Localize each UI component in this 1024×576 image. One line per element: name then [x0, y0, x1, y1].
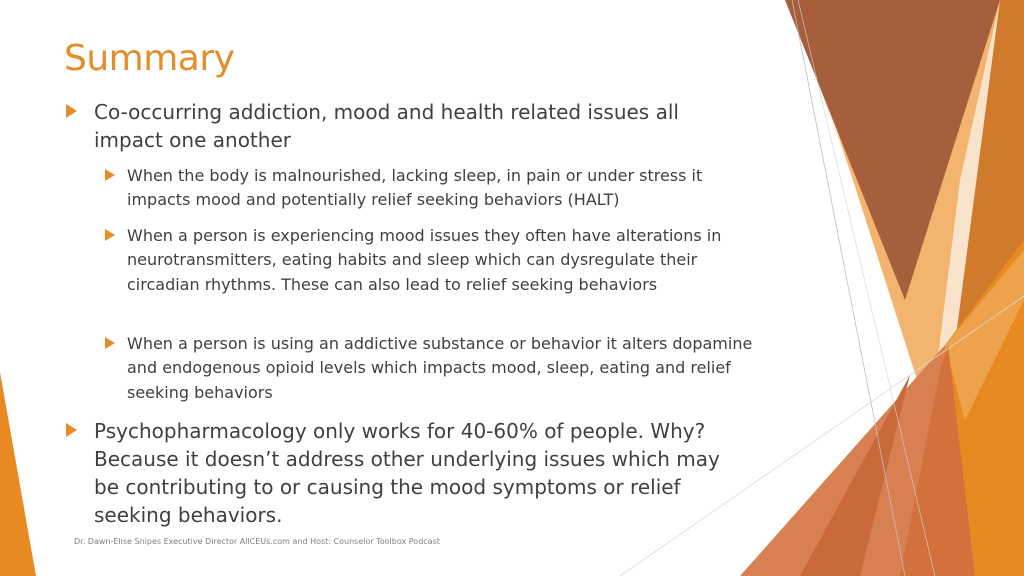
bullet-text: When a person is experiencing mood issues they often have alterations in neurotransmitters, eating habits and sleep which can dysregulate their circadian rhythms. These can also lead to relief seeking behaviors [127, 226, 722, 294]
facet-left [0, 372, 36, 576]
bullet-psychopharmacology [66, 417, 744, 529]
slide-title: Summary [64, 38, 235, 79]
sub-bullet-mood [105, 224, 767, 297]
bullet-arrow-icon [105, 229, 115, 241]
bullet-text: When the body is malnourished, lacking sleep, in pain or under stress it impacts mood and potentially relief seeking behaviors (HALT) [127, 166, 703, 210]
bullet-arrow-icon [105, 337, 115, 349]
bullet-co-occurring [66, 98, 744, 154]
bullet-text: When a person is using an addictive substance or behavior it alters dopamine and endogenous opioid levels which impacts mood, sleep, eating and relief seeking behaviors [127, 334, 753, 402]
sub-bullet-body [105, 164, 767, 213]
bullet-text: Co-occurring addiction, mood and health related issues all impact one another [94, 100, 679, 152]
bullet-arrow-icon [105, 169, 115, 181]
bullet-arrow-icon [66, 104, 77, 118]
sub-bullet-substance [105, 332, 767, 405]
footer-credit: Dr. Dawn-Elise Snipes Executive Director AllCEUs.com and Host: Counselor Toolbox Podcast [74, 537, 440, 546]
bullet-text: Psychopharmacology only works for 40-60% of people. Why? Because it doesn’t address other underlying issues which may be contributing to or causing the mood symptoms or relief seeking behaviors. [94, 419, 720, 527]
bullet-arrow-icon [66, 423, 77, 437]
